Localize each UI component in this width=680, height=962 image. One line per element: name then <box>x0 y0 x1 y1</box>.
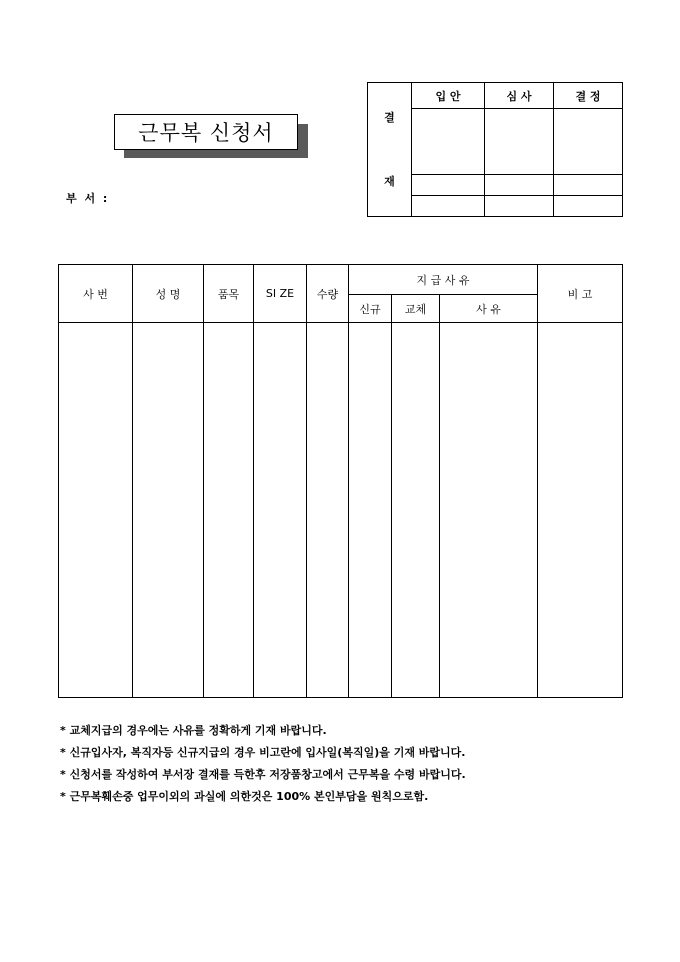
approval-header-review: 심 사 <box>485 83 554 109</box>
cell-reason[interactable] <box>440 323 538 698</box>
approval-date-review[interactable] <box>485 175 554 196</box>
approval-header-decision: 결 정 <box>554 83 623 109</box>
approval-sign-draft[interactable] <box>412 109 485 175</box>
note-1: * 교체지급의 경우에는 사유를 정확하게 기재 바랍니다. <box>60 724 327 737</box>
approval-sign-decision[interactable] <box>554 109 623 175</box>
cell-employee-no[interactable] <box>59 323 133 698</box>
approval-side-top: 결 <box>384 110 395 124</box>
note-2: * 신규입사자, 복직자등 신규지급의 경우 비고란에 입사일(복직일)을 기재 바랍니다. <box>60 746 466 759</box>
approval-date-draft[interactable] <box>412 175 485 196</box>
header-reason-group: 지 급 사 유 <box>349 265 538 295</box>
cell-item[interactable] <box>204 323 254 698</box>
department-label: 부 서 : <box>66 192 110 205</box>
cell-remarks[interactable] <box>538 323 623 698</box>
approval-table <box>367 82 623 217</box>
approval-side-bottom: 재 <box>384 174 395 188</box>
form-title-box <box>114 114 298 150</box>
cell-new[interactable] <box>349 323 392 698</box>
header-name: 성 명 <box>133 265 204 323</box>
note-3: * 신청서를 작성하여 부서장 결재를 득한후 저장품창고에서 근무복을 수령 바랍니다. <box>60 768 466 781</box>
approval-date-decision[interactable] <box>554 175 623 196</box>
header-item: 품목 <box>204 265 254 323</box>
approval-side-label <box>368 83 412 217</box>
approval-extra-review[interactable] <box>485 196 554 217</box>
cell-size[interactable] <box>254 323 307 698</box>
approval-extra-draft[interactable] <box>412 196 485 217</box>
approval-sign-review[interactable] <box>485 109 554 175</box>
header-remarks: 비 고 <box>538 265 623 323</box>
header-size: SI ZE <box>254 265 307 323</box>
cell-quantity[interactable] <box>307 323 349 698</box>
approval-extra-decision[interactable] <box>554 196 623 217</box>
form-title: 근무복 신청서 <box>138 121 274 145</box>
cell-replace[interactable] <box>392 323 440 698</box>
header-quantity: 수량 <box>307 265 349 323</box>
header-new: 신규 <box>349 295 392 323</box>
approval-header-draft: 입 안 <box>412 83 485 109</box>
header-employee-no: 사 번 <box>59 265 133 323</box>
header-replace: 교체 <box>392 295 440 323</box>
header-reason: 사 유 <box>440 295 538 323</box>
request-table <box>58 264 623 698</box>
cell-name[interactable] <box>133 323 204 698</box>
notes <box>60 720 466 808</box>
note-4: * 근무복훼손중 업무이외의 과실에 의한것은 100% 본인부담을 원칙으로함. <box>60 790 429 803</box>
